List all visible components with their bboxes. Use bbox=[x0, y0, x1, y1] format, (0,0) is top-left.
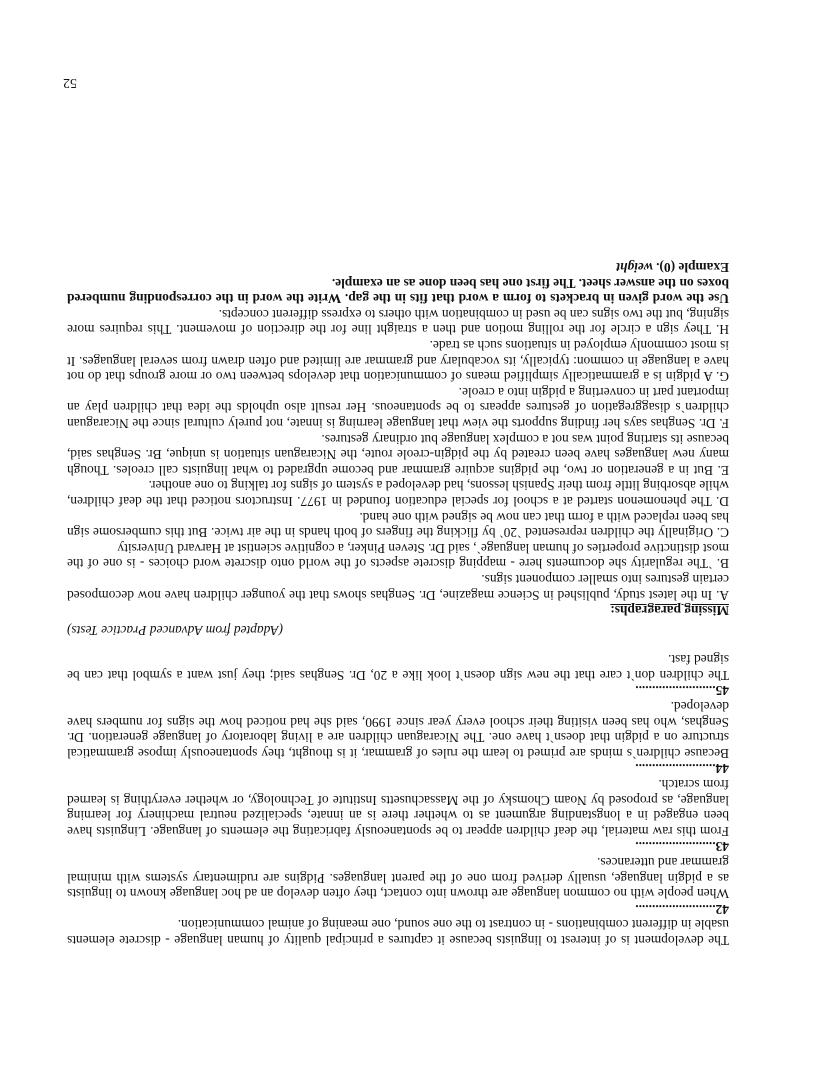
missing-paragraph-b: B. `The regularity she documents here - mapping discrete aspects of the world onto discrete word choices - is one of the most distinctive properties of human language`, said Dr. Steven Pinker, a cognitive scientist at Harvard University bbox=[67, 540, 729, 572]
question-42 bbox=[67, 854, 729, 916]
missing-paragraph-c: C. Originally the children represented `20` by flicking the fingers of both hands in the air twice. But this cumbersome sign has been replaced with a form that can now be signed with one hand. bbox=[67, 509, 729, 541]
question-text-45: The children don`t care that the new sign doesn`t look like a 20, Dr. Senghas said; they just want a symbol that can be signed fast. bbox=[67, 652, 729, 683]
intro-paragraph: The development is of interest to linguists because it captures a principal quality of human language - discrete elements usable in different combinations - in contrast to the one sound, one meaning of animal communication. bbox=[67, 917, 729, 948]
missing-paragraphs-heading: Missing paragraphs: bbox=[610, 603, 729, 619]
question-number-42: 42........................ bbox=[635, 901, 729, 917]
missing-paragraph-e: E. But in a generation or two, the pidgins acquire grammar and become upgraded to what linguists call creoles. Though many new languages have been created by the pidgin-creole route, the Nicaraguan situation is unique, Br. Senghas said, because its starting point was not a complex language but ordinary gestures. bbox=[67, 431, 729, 478]
question-number-44: 44........................ bbox=[635, 761, 729, 777]
question-number-43: 43........................ bbox=[635, 839, 729, 855]
missing-paragraph-d: D. The phenomenon started at a school for special education founded in 1977. Instructors noticed that the deaf children, while absorbing little from their Spanish lessons, had developed a system of signs for talking to one another. bbox=[67, 478, 729, 509]
missing-paragraph-a: A. In the latest study, published in Science magazine, Dr. Senghas shows that the younger children have now decomposed certain gestures into smaller component signs. bbox=[67, 571, 729, 603]
missing-paragraph-f: F. Dr. Senghas says her finding supports the view that language learning is innate, not purely cultural since the Nicaraguan children`s disaggregation of gestures appears to be spontaneous. Her result also upholds the idea that children play an important part in converting a pidgin into a creole. bbox=[67, 384, 729, 431]
source-citation: (Adapted from Advanced Practice Tests) bbox=[67, 622, 283, 638]
instructions: Use the word given in brackets to form a word that fits in the gap. Write the word in the corresponding numbered boxes on the answer sheet. The first one has been done as an example. bbox=[67, 275, 729, 307]
question-text-42: When people with no common language are thrown into contact, they often develop an ad hoc language known to linguists as a pidgin language, usually derived from one of the parent languages. Pidgins are rudimentary systems with minimal grammar and utterances. bbox=[67, 855, 729, 902]
question-text-43: From this raw material, the deaf children appear to be spontaneously fabricating the elements of language. Linguists have been engaged in a longstanding argument as to whether there is an innate, specialized neutral machinery for learning language, as proposed by Noam Chomsky of the Massachusetts Institute of Technology, or whether everything is learned from scratch. bbox=[67, 777, 729, 839]
page-number: 52 bbox=[63, 75, 77, 90]
question-44 bbox=[67, 699, 729, 777]
question-43 bbox=[67, 776, 729, 854]
page-content bbox=[67, 259, 729, 948]
example-word: weight bbox=[616, 260, 653, 276]
missing-paragraph-h: H. They sign a circle for the rolling motion and then a straight line for the direction of movement. This requires more signing, but the two signs can be used in combination with others to express different concepts. bbox=[67, 306, 729, 338]
question-text-44: Because children`s minds are primed to learn the rules of grammar, it is thought, they spontaneously impose grammatical structure on a pidgin that doesn`t have one. The Nicaraguan children are a living laboratory of language generation. Dr. Senghas, who has been visiting their school every year since 1990, said she had noticed how the signs for numbers have developed. bbox=[67, 699, 729, 761]
question-number-45: 45........................ bbox=[635, 683, 729, 699]
missing-paragraph-g: G. A pidgin is a grammatically simplified means of communication that develops between two or more groups that do not have a language in common: typically, its vocabulary and grammar are limited and often drawn from several languages. It is most commonly employed in situations such as trade. bbox=[67, 338, 729, 385]
example-line: Example (0). weight bbox=[616, 260, 729, 276]
question-45 bbox=[67, 652, 729, 699]
